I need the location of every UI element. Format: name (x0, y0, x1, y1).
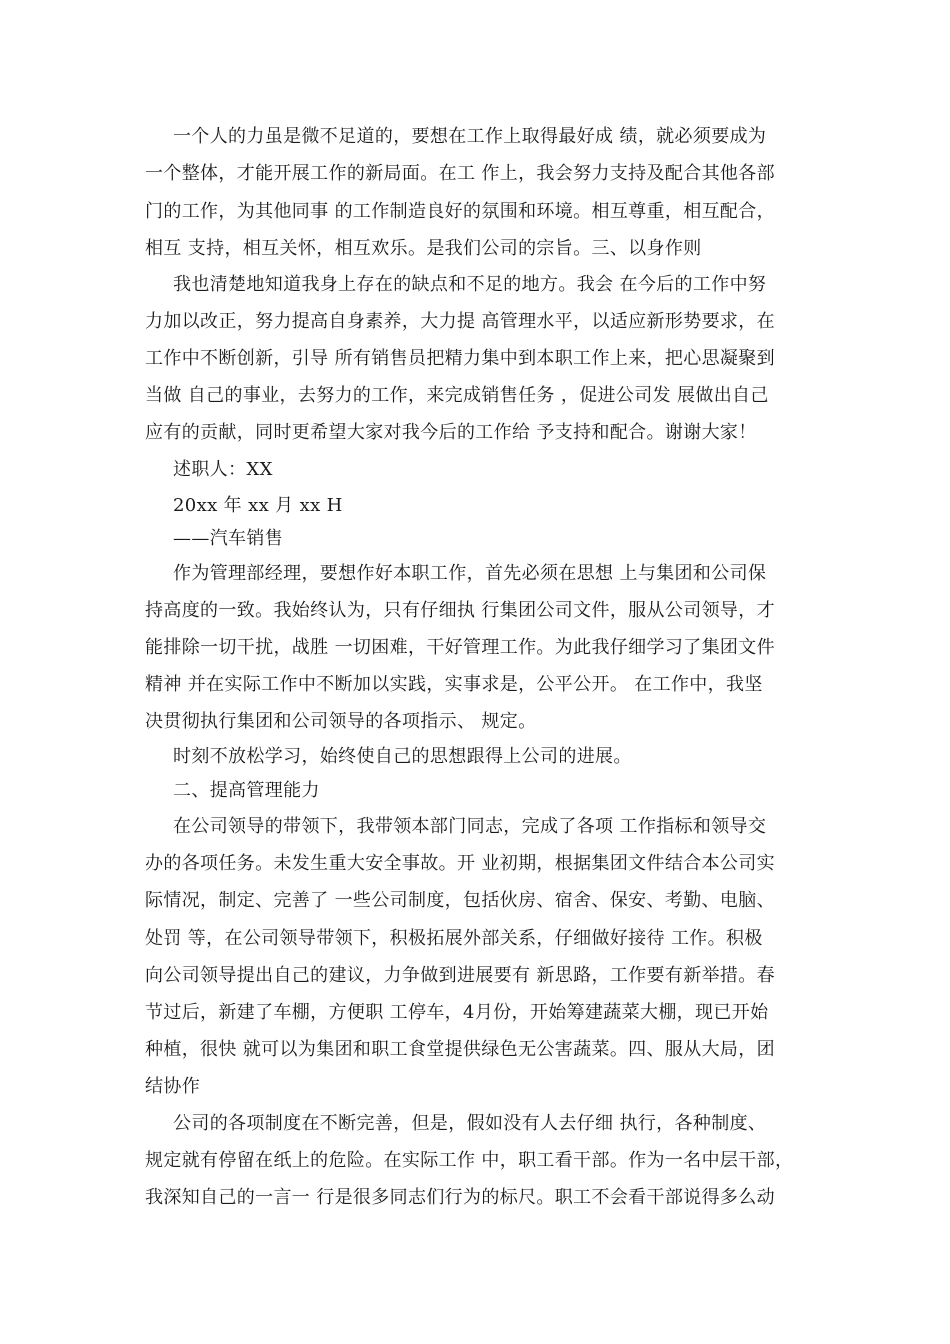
paragraph-line: 公司的各项制度在不断完善，但是，假如没有人去仔细 执行，各种制度、 (173, 1113, 767, 1134)
paragraph-line: 精神 并在实际工作中不断加以实践，实事求是，公平公开。 在工作中，我坚 (145, 674, 763, 695)
signature-line: 述职人：XX (173, 459, 273, 480)
date-line: 20xx 年 xx 月 xx H (173, 495, 343, 516)
paragraph-line: 处罚 等，在公司领导带领下，积极拓展外部关系，仔细做好接待 工作。积极 (145, 928, 763, 949)
paragraph-line: 能排除一切干扰，战胜 一切困难，干好管理工作。为此我仔细学习了集团文件 (145, 637, 775, 658)
paragraph-line: 规定就有停留在纸上的危险。在实际工作 中，职工看干部。作为一名中层干部， (145, 1150, 794, 1171)
paragraph-line: 节过后，新建了车棚，方便职 工停车，4月份，开始筹建蔬菜大棚，现已开始 (145, 1002, 769, 1023)
paragraph-line: 门的工作，为其他同事 的工作制造良好的氛围和环境。相互尊重，相互配合， (145, 201, 775, 222)
paragraph-line: 我深知自己的一言一 行是很多同志们行为的标尺。职工不会看干部说得多么动 (145, 1187, 775, 1208)
paragraph-line: 办的各项任务。未发生重大安全事故。开 业初期，根据集团文件结合本公司实 (145, 853, 775, 874)
paragraph-line: 持高度的一致。我始终认为，只有仔细执 行集团公司文件，服从公司领导，才 (145, 600, 775, 621)
paragraph-line: 结协作 (145, 1076, 201, 1097)
paragraph-line: 力加以改正，努力提高自身素养，大力提 高管理水平，以适应新形势要求，在 (145, 311, 775, 332)
paragraph-line: 相互 支持，相互关怀，相互欢乐。是我们公司的宗旨。三、以身作则 (145, 238, 702, 259)
paragraph-line: 应有的贡献，同时更希望大家对我今后的工作给 予支持和配合。谢谢大家！ (145, 422, 757, 443)
paragraph-line: 际情况，制定、完善了 一些公司制度，包括伙房、宿舍、保安、考勤、电脑、 (145, 890, 775, 911)
paragraph-line: 一个整体，才能开展工作的新局面。在工 作上，我会努力支持及配合其他各部 (145, 163, 775, 184)
paragraph-line: 向公司领导提出自己的建议，力争做到进展要有 新思路，工作要有新举措。春 (145, 965, 775, 986)
paragraph-line: 时刻不放松学习，始终使自己的思想跟得上公司的进展。 (173, 746, 632, 767)
paragraph-line: 当做 自己的事业，去努力的工作，来完成销售任务 ，促进公司发 展做出自己 (145, 385, 769, 406)
paragraph-line: 种植，很快 就可以为集团和职工食堂提供绿色无公害蔬菜。四、服从大局，团 (145, 1039, 775, 1060)
section-heading: 二、提高管理能力 (173, 780, 320, 801)
paragraph-line: 决贯彻执行集团和公司领导的各项指示、 规定。 (145, 711, 537, 732)
paragraph-line: 作为管理部经理，要想作好本职工作，首先必须在思想 上与集团和公司保 (173, 563, 767, 584)
paragraph-line: 我也清楚地知道我身上存在的缺点和不足的地方。我会 在今后的工作中努 (173, 274, 767, 295)
paragraph-line: 在公司领导的带领下，我带领本部门同志，完成了各项 工作指标和领导交 (173, 816, 767, 837)
paragraph-line: 一个人的力虽是微不足道的，要想在工作上取得最好成 绩，就必须要成为 (173, 126, 767, 147)
paragraph-line: 工作中不断创新，引导 所有销售员把精力集中到本职工作上来，把心思凝聚到 (145, 348, 775, 369)
section-heading: ——汽车销售 (173, 528, 284, 549)
